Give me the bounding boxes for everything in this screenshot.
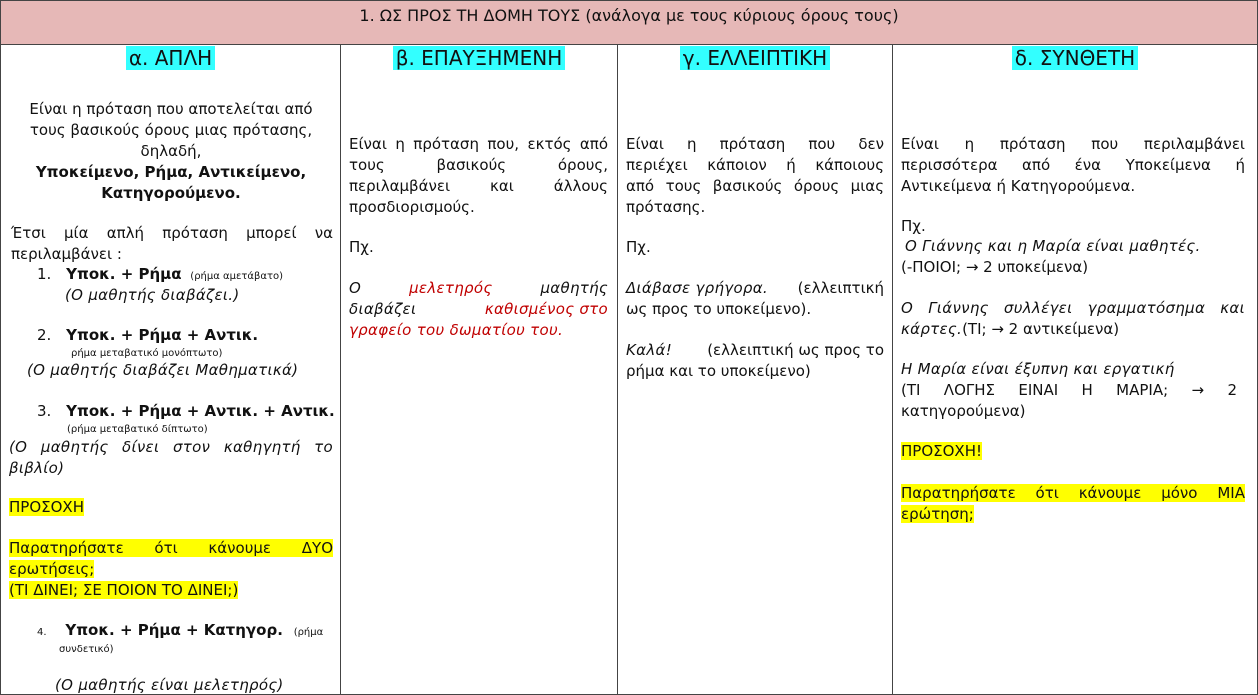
example-line-highlight: γραφείο του δωματίου του.	[349, 321, 564, 339]
example-word: Ο	[349, 279, 362, 297]
example-sentence: κάρτες.	[901, 320, 963, 338]
terms-line: Κατηγορούμενο.	[101, 184, 241, 202]
example-word: διαβάζει	[349, 300, 417, 318]
def-line: Είναι η πρόταση που, εκτός από	[349, 135, 608, 153]
definition	[1, 99, 341, 204]
item-number: 1.	[37, 265, 52, 283]
def-line: προσδιορισμούς.	[349, 198, 475, 216]
terms-line: Υποκείμενο, Ρήμα, Αντικείμενο,	[35, 163, 307, 181]
item-number: 3.	[37, 402, 52, 420]
column-heading	[341, 45, 617, 71]
table-title: 1. ΩΣ ΠΡΟΣ ΤΗ ΔΟΜΗ ΤΟΥΣ (ανάλογα με τους κύριους όρους τους)	[1, 1, 1257, 45]
item-3-example	[9, 437, 333, 479]
note-line: (ΤΙ ΔΙΝΕΙ; ΣΕ ΠΟΙΟΝ ΤΟ ΔΙΝΕΙ;)	[9, 581, 239, 599]
example-sentence: Καλά!	[626, 341, 673, 359]
def-line: περιέχει κάποιον ή κάποιους	[626, 156, 884, 174]
item-2-note: ρήμα μεταβατικό μονόπτωτο)	[71, 348, 223, 359]
example-word-highlight: μελετηρός	[409, 279, 493, 297]
column-compound	[893, 45, 1257, 694]
intro	[11, 223, 333, 265]
intro-line: Έτσι μία απλή πρόταση μπορεί να	[11, 224, 333, 242]
item-note: (ρήμα	[293, 627, 324, 638]
item-number: 4.	[37, 627, 47, 638]
example-note: ως προς το υποκείμενο).	[626, 300, 812, 318]
item-formula: Υποκ. + Ρήμα + Κατηγορ.	[65, 621, 283, 639]
heading-text: γ. ΕΛΛΕΙΠΤΙΚΗ	[680, 46, 830, 70]
attention-label	[9, 497, 84, 518]
def-line: Αντικείμενα ή Κατηγορούμενα.	[901, 177, 1136, 195]
column-elliptical	[618, 45, 893, 694]
example-note: (ελλειπτική ως προς το	[707, 341, 884, 359]
def-line: περισσότερα από ένα Υποκείμενα ή	[901, 156, 1245, 174]
example-label: Πχ.	[901, 217, 926, 235]
example-sentence: Η Μαρία είναι έξυπνη και εργατική	[901, 360, 1175, 378]
attention-note	[9, 538, 333, 601]
item-4-example: (Ο μαθητής είναι μελετηρός)	[55, 676, 284, 694]
def-line: Είναι η πρόταση που δεν	[626, 135, 884, 153]
def-line: τους βασικούς όρους μιας πρότασης,	[29, 121, 313, 139]
item-4-note: συνδετικό)	[59, 644, 114, 655]
heading-text: β. ΕΠΑΥΞΗΜΕΝΗ	[393, 46, 566, 70]
note-line: Παρατηρήσατε ότι κάνουμε ΔΥΟ	[9, 539, 333, 557]
example	[349, 278, 608, 341]
attention-text: ΠΡΟΣΟΧΗ!	[901, 442, 982, 460]
heading-text: δ. ΣΥΝΘΕΤΗ	[1012, 46, 1138, 70]
def-line: Είναι η πρόταση που περιλαμβάνει	[901, 135, 1245, 153]
item-3-note: (ρήμα μεταβατικό δίπτωτο)	[67, 424, 208, 435]
heading-text: α. ΑΠΛΗ	[126, 46, 215, 70]
example-note: (-ΠΟΙΟΙ; → 2 υποκείμενα)	[901, 258, 1089, 276]
attention-note	[901, 483, 1245, 525]
example-sentence: Ο Γιάννης και η Μαρία είναι μαθητές.	[905, 237, 1201, 255]
example-1	[626, 278, 884, 320]
column-simple	[1, 45, 341, 694]
item-formula: Υποκ. + Ρήμα + Αντικ. + Αντικ.	[66, 402, 335, 420]
example-3	[901, 359, 1237, 422]
item-formula: Υποκ. + Ρήμα + Αντικ.	[66, 326, 259, 344]
definition	[901, 134, 1245, 197]
def-line: από τους βασικούς όρους μιας	[626, 177, 884, 195]
def-line: δηλαδή,	[140, 142, 202, 160]
example-sentence: Ο Γιάννης συλλέγει γραμματόσημα και	[901, 299, 1245, 317]
item-1-example: (Ο μαθητής διαβάζει.)	[65, 286, 240, 304]
note-line: ερώτηση;	[901, 505, 974, 523]
column-extended	[341, 45, 618, 694]
example-word-highlight: καθισμένος στο	[484, 300, 608, 318]
item-number: 2.	[37, 326, 52, 344]
example-line: βιβλίο)	[9, 459, 65, 477]
def-line: Είναι η πρόταση που αποτελείται από	[29, 100, 313, 118]
example-label: Πχ.	[349, 238, 374, 256]
attention-text: ΠΡΟΣΟΧΗ	[9, 498, 84, 516]
example-note: (ΤΙ; → 2 αντικείμενα)	[962, 320, 1120, 338]
column-heading	[618, 45, 892, 71]
example-sentence: Διάβασε γρήγορα.	[626, 279, 769, 297]
definition	[349, 134, 608, 218]
def-line: πρότασης.	[626, 198, 706, 216]
example-2	[901, 298, 1245, 340]
note-line: ερωτήσεις;	[9, 560, 95, 578]
item-formula: Υποκ. + Ρήμα	[66, 265, 182, 283]
item-1	[37, 264, 337, 287]
definition	[626, 134, 884, 218]
example-1	[901, 236, 1245, 278]
example-line: (Ο μαθητής δίνει στον καθηγητή το	[9, 438, 333, 456]
def-line: τους βασικούς όρους,	[349, 156, 608, 174]
intro-line: περιλαμβάνει :	[11, 245, 122, 263]
example-2	[626, 340, 884, 382]
example-note: ρήμα και το υποκείμενο)	[626, 362, 811, 380]
column-heading	[893, 45, 1257, 71]
attention-label	[901, 441, 982, 462]
note-line: Παρατηρήσατε ότι κάνουμε μόνο ΜΙΑ	[901, 484, 1245, 502]
example-word: μαθητής	[540, 279, 608, 297]
example-note: κατηγορούμενα)	[901, 402, 1026, 420]
example-note: (ελλειπτική	[797, 279, 884, 297]
item-note: (ρήμα αμετάβατο)	[190, 271, 284, 282]
example-note: (ΤΙ ΛΟΓΗΣ ΕΙΝΑΙ Η ΜΑΡΙΑ; → 2	[901, 381, 1237, 399]
column-heading	[1, 45, 340, 71]
example-label: Πχ.	[626, 238, 651, 256]
item-2-example: (Ο μαθητής διαβάζει Μαθηματικά)	[27, 361, 299, 379]
def-line: περιλαμβάνει και άλλους	[349, 177, 608, 195]
